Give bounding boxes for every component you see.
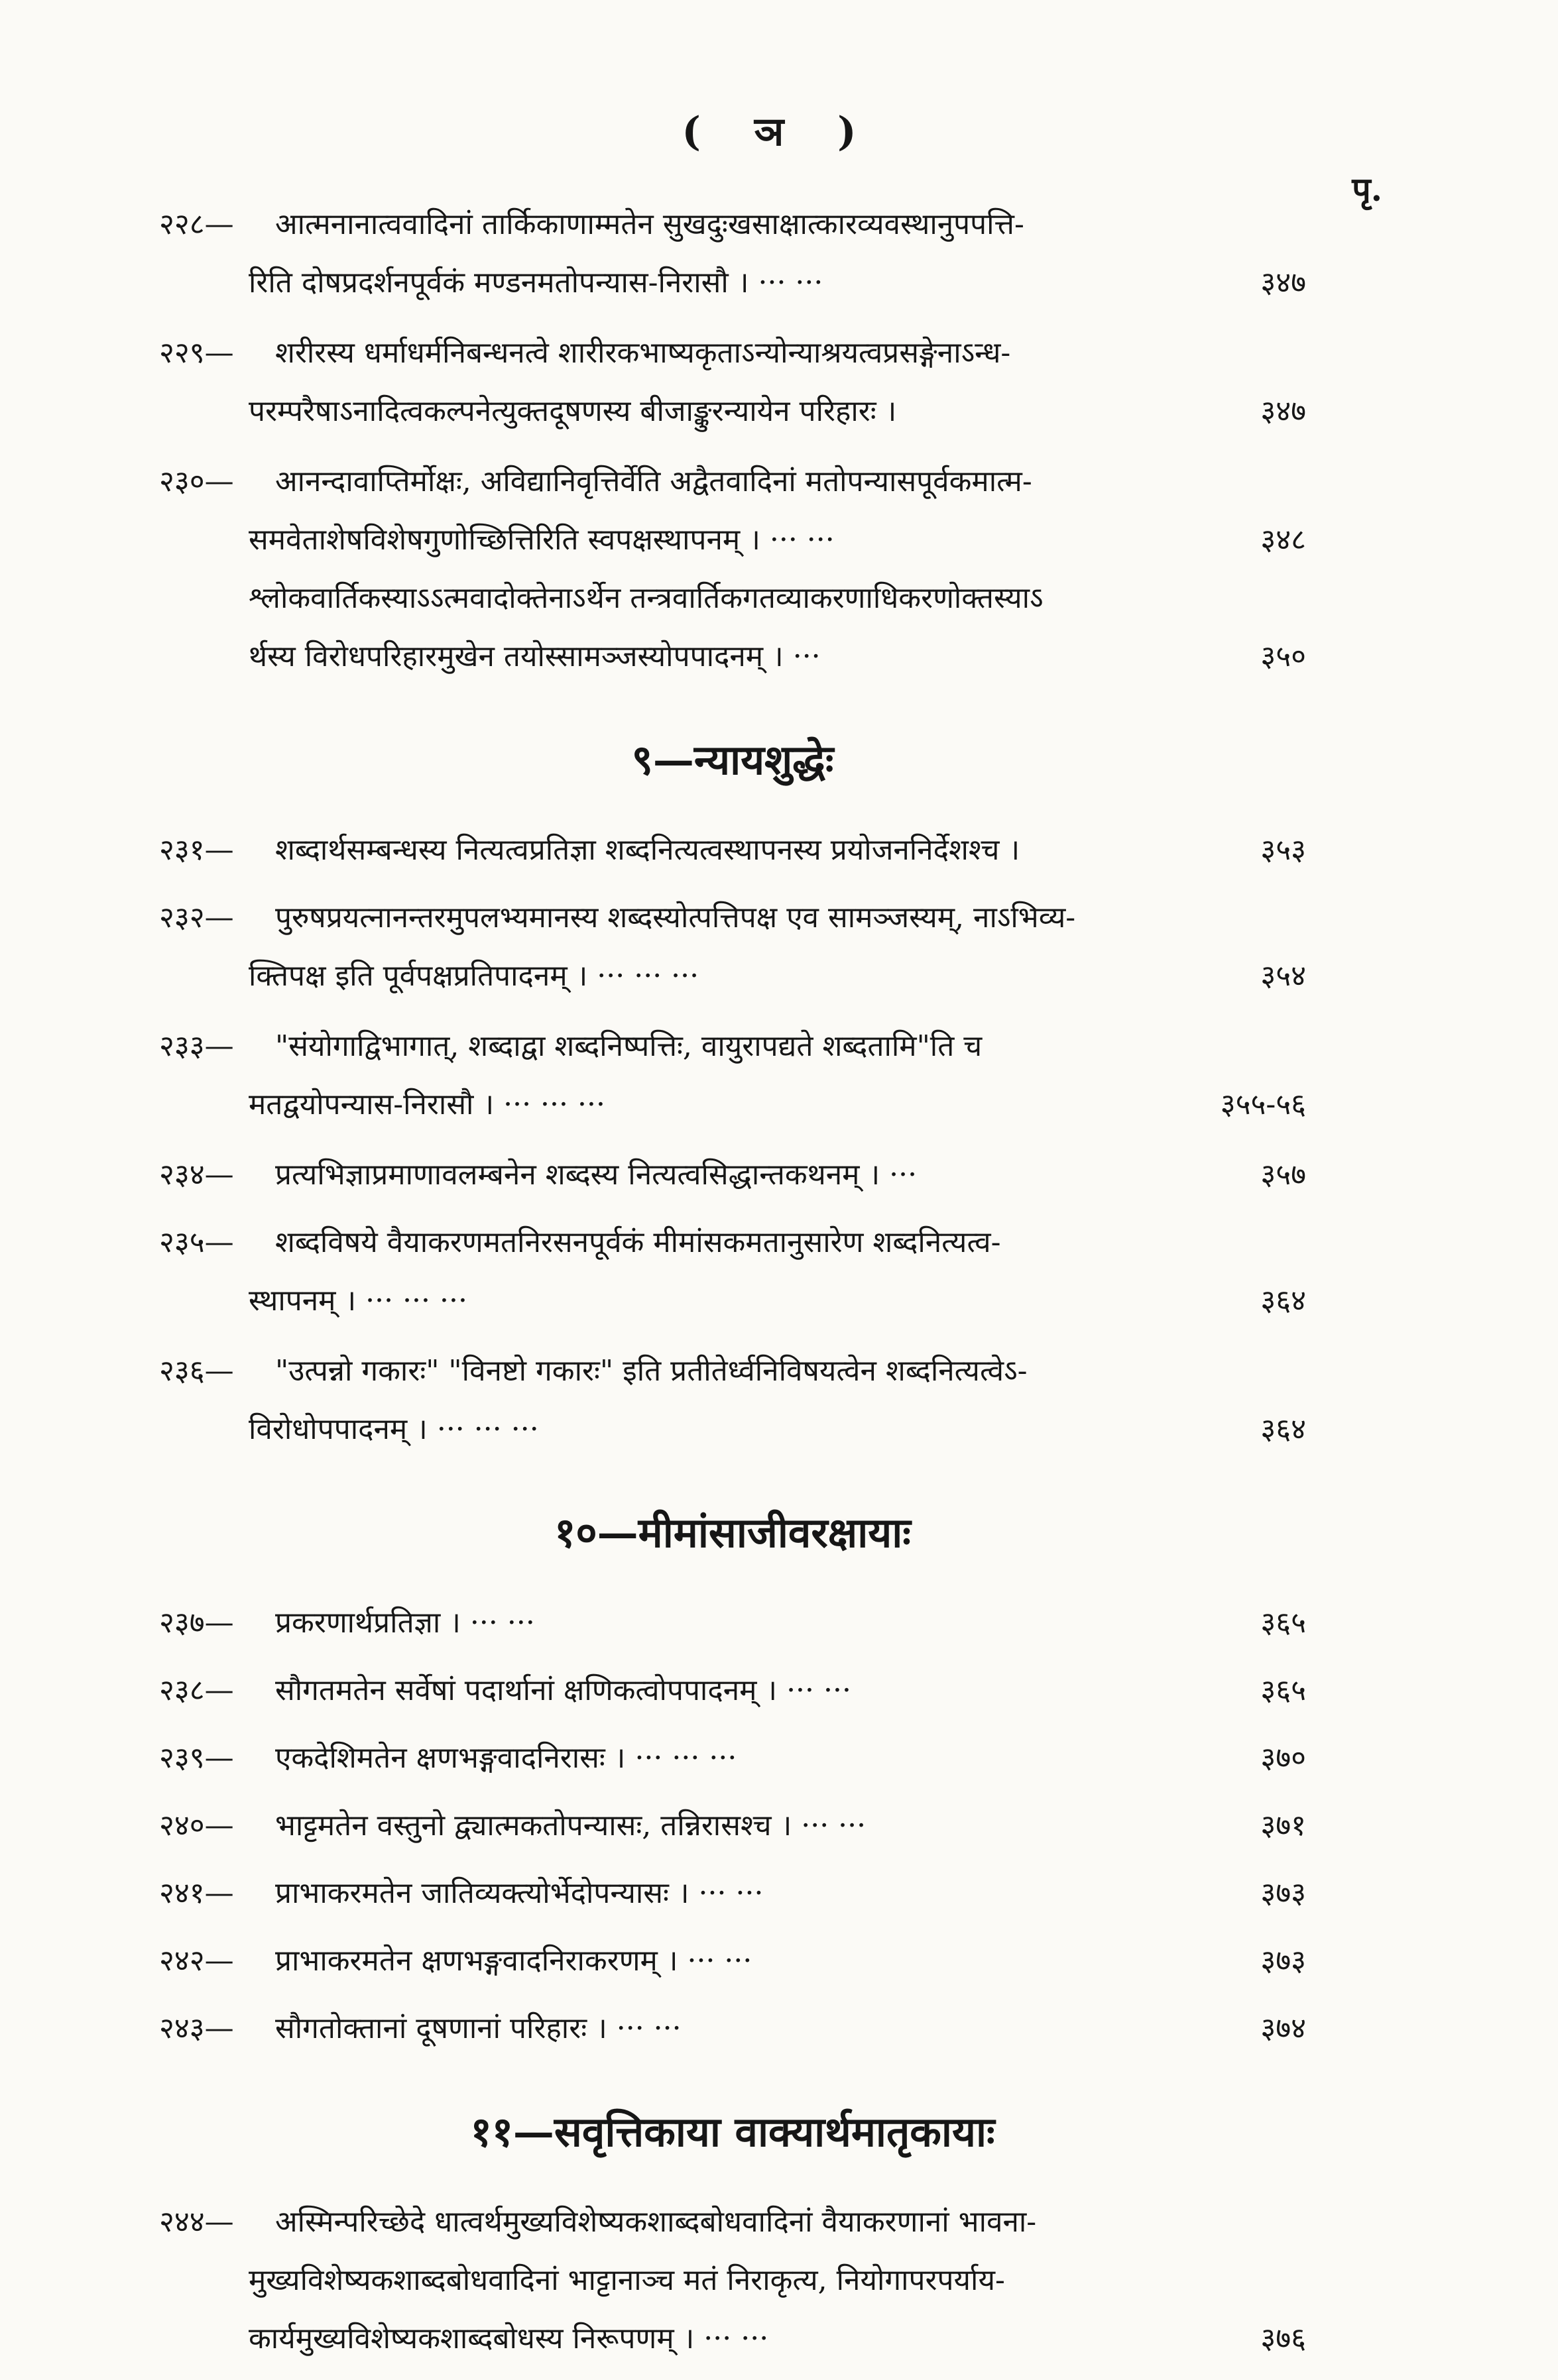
entry-number: २४३— <box>159 2012 234 2045</box>
entry-text-continued: समवेताशेषविशेषगुणोच्छित्तिरिति स्वपक्षस्थापनम् । ··· ··· <box>249 523 835 557</box>
entry-text: पुरुषप्रयत्नानन्तरमुपलभ्यमानस्य शब्दस्योत्पत्तिपक्ष एव सामञ्जस्यम्, नाऽभिव्य- <box>275 901 1076 935</box>
entry-text: शरीरस्य धर्माधर्मनिबन्धनत्वे शारीरकभाष्यकृताऽन्योन्याश्रयत्वप्रसङ्गेनाऽन्ध- <box>275 336 1011 370</box>
entry-number: २३८— <box>159 1673 234 1707</box>
entry-text: आत्मनानात्ववादिनां तार्किकाणाम्मतेन सुखदुःखसाक्षात्कारव्यवस्थानुपपत्ति- <box>275 207 1024 241</box>
toc-entry-231 <box>159 821 1306 879</box>
entry-page-number: ३७४ <box>1260 2012 1306 2045</box>
entry-number: २४०— <box>159 1809 234 1842</box>
entry-number: २३६— <box>159 1354 234 1388</box>
entry-number: २३५— <box>159 1225 234 1259</box>
entry-text: श्लोकवार्तिकस्याऽऽत्मवादोक्तेनाऽर्थेन तन्त्रवार्तिकगतव्याकरणाधिकरणोक्तस्याऽ <box>249 581 1044 615</box>
entry-text-continued: र्थस्य विरोधपरिहारमुखेन तयोस्सामञ्जस्योपपादनम् । ··· <box>249 640 821 673</box>
entry-number: २२९— <box>159 336 234 370</box>
entry-page-number: ३७६ <box>1260 2322 1306 2355</box>
entry-page-number: ३७१ <box>1260 1809 1306 1842</box>
toc-entry-235 <box>159 1214 1306 1330</box>
toc-entry-237 <box>159 1594 1306 1652</box>
entry-page-number: ३४८ <box>1260 523 1306 557</box>
section-title-10: १०—मीमांसाजीवरक्षायाः <box>554 1508 911 1557</box>
entry-page-number: ३६४ <box>1260 1284 1306 1318</box>
toc-entry-240 <box>159 1797 1306 1855</box>
entry-text: प्राभाकरमतेन क्षणभङ्गवादनिराकरणम् । ··· ··· <box>275 1944 752 1978</box>
entry-text: सौगतोक्तानां दूषणानां परिहारः । ··· ··· <box>275 2012 682 2045</box>
entry-page-number: ३६५ <box>1260 1673 1306 1707</box>
entry-number: २३९— <box>159 1741 234 1775</box>
entry-text: शब्दार्थसम्बन्धस्य नित्यत्वप्रतिज्ञा शब्दनित्यत्वस्थापनस्य प्रयोजननिर्देशश्च । <box>275 833 1020 867</box>
entry-number: २४१— <box>159 1876 234 1910</box>
entry-page-number: ३५७ <box>1260 1158 1306 1192</box>
entry-text-continued: विरोधोपपादनम् । ··· ··· ··· <box>249 1412 539 1446</box>
entry-page-number: ३४७ <box>1260 266 1306 300</box>
section-title-9: ९—न्यायशुद्धेः <box>631 736 834 784</box>
entry-text-continued: क्तिपक्ष इति पूर्वपक्षप्रतिपादनम् । ··· ··· ··· <box>249 959 699 993</box>
entry-text: प्रत्यभिज्ञाप्रमाणावलम्बनेन शब्दस्य नित्यत्वसिद्धान्तकथनम् । ··· <box>275 1158 918 1192</box>
toc-sub-entry-230 <box>159 569 1306 686</box>
entry-text-continued: परम्परैषाऽनादित्वकल्पनेत्युक्तदूषणस्य बीजाङ्कुरन्यायेन परिहारः । <box>249 394 897 428</box>
entry-text-continued: मुख्यविशेष्यकशाब्दबोधवादिनां भाट्टानाञ्च मतं निराकृत्य, नियोगापरपर्याय- <box>249 2263 1005 2297</box>
entry-number: २३१— <box>159 833 234 867</box>
entry-text: शब्दविषये वैयाकरणमतनिरसनपूर्वकं मीमांसकमतानुसारेण शब्दनित्यत्व- <box>275 1225 1001 1259</box>
table-of-contents <box>159 196 1306 2380</box>
entry-page-number: ३५५-५६ <box>1220 1088 1306 1121</box>
entry-page-number: ३५४ <box>1260 959 1306 993</box>
entry-page-number: ३५० <box>1260 640 1306 673</box>
entry-page-number: ३६५ <box>1260 1606 1306 1640</box>
entry-number: २४४— <box>159 2205 234 2239</box>
entry-text-continued: मतद्वयोपन्यास-निरासौ । ··· ··· ··· <box>249 1088 605 1121</box>
entry-number: २३४— <box>159 1158 234 1192</box>
toc-entry-229 <box>159 324 1306 441</box>
entry-text: "उत्पन्नो गकारः" "विनष्टो गकारः" इति प्रतीतेर्ध्वनिविषयत्वेन शब्दनित्यत्वेऽ- <box>275 1354 1028 1388</box>
entry-text-continued: रिति दोषप्रदर्शनपूर्वकं मण्डनमतोपन्यास-निरासौ । ··· ··· <box>249 266 823 300</box>
toc-entry-239 <box>159 1729 1306 1787</box>
toc-entry-230 <box>159 453 1306 569</box>
toc-entry-242 <box>159 1932 1306 1990</box>
toc-entry-243 <box>159 2000 1306 2058</box>
entry-number: २४२— <box>159 1944 234 1978</box>
page-marker: ( ञ ) <box>682 109 876 155</box>
toc-entry-232 <box>159 889 1306 1005</box>
entry-text: सौगतमतेन सर्वेषां पदार्थानां क्षणिकत्वोपपादनम् । ··· ··· <box>275 1673 851 1707</box>
entry-number: २३७— <box>159 1606 234 1640</box>
toc-entry-241 <box>159 1864 1306 1923</box>
entry-text-continued: स्थापनम् । ··· ··· ··· <box>249 1284 467 1318</box>
entry-page-number: ३७३ <box>1260 1944 1306 1978</box>
entry-text-continued: कार्यमुख्यविशेष्यकशाब्दबोधस्य निरूपणम् । ··· ··· <box>249 2322 769 2355</box>
entry-number: २३२— <box>159 901 234 935</box>
entry-text: अस्मिन्परिच्छेदे धात्वर्थमुख्यविशेष्यकशाब्दबोधवादिनां वैयाकरणानां भावना- <box>275 2205 1037 2239</box>
toc-entry-228 <box>159 196 1306 312</box>
toc-entry-236 <box>159 1342 1306 1459</box>
entry-page-number: ३४७ <box>1260 394 1306 428</box>
entry-text: प्राभाकरमतेन जातिव्यक्त्योर्भेदोपन्यासः । ··· ··· <box>275 1876 764 1910</box>
entry-page-number: ३५३ <box>1260 833 1306 867</box>
entry-text: प्रकरणार्थप्रतिज्ञा । ··· ··· <box>275 1606 535 1640</box>
entry-text: एकदेशिमतेन क्षणभङ्गवादनिरासः । ··· ··· ··· <box>275 1741 737 1775</box>
section-title-11: ११—सवृत्तिकाया वाक्यार्थमातृकायाः <box>470 2108 995 2156</box>
entry-number: २३०— <box>159 465 234 498</box>
entry-text: भाट्टमतेन वस्तुनो द्व्यात्मकतोपन्यासः, तन्निरासश्च । ··· ··· <box>275 1809 867 1842</box>
toc-entry-234 <box>159 1146 1306 1204</box>
entry-number: २२८— <box>159 207 234 241</box>
entry-number: २३३— <box>159 1029 234 1063</box>
entry-text: "संयोगाद्विभागात्, शब्दाद्वा शब्दनिष्पत्तिः, वायुरापद्यते शब्दतामि"ति च <box>275 1029 983 1063</box>
toc-entry-244 <box>159 2193 1306 2368</box>
page-column-label: पृ. <box>1352 170 1382 209</box>
entry-page-number: ३६४ <box>1260 1412 1306 1446</box>
entry-text: आनन्दावाप्तिर्मोक्षः, अविद्यानिवृत्तिर्वेति अद्वैतवादिनां मतोपन्यासपूर्वकमात्म- <box>275 465 1032 498</box>
toc-entry-238 <box>159 1662 1306 1720</box>
toc-entry-233 <box>159 1017 1306 1134</box>
entry-page-number: ३७३ <box>1260 1876 1306 1910</box>
entry-page-number: ३७० <box>1260 1741 1306 1775</box>
